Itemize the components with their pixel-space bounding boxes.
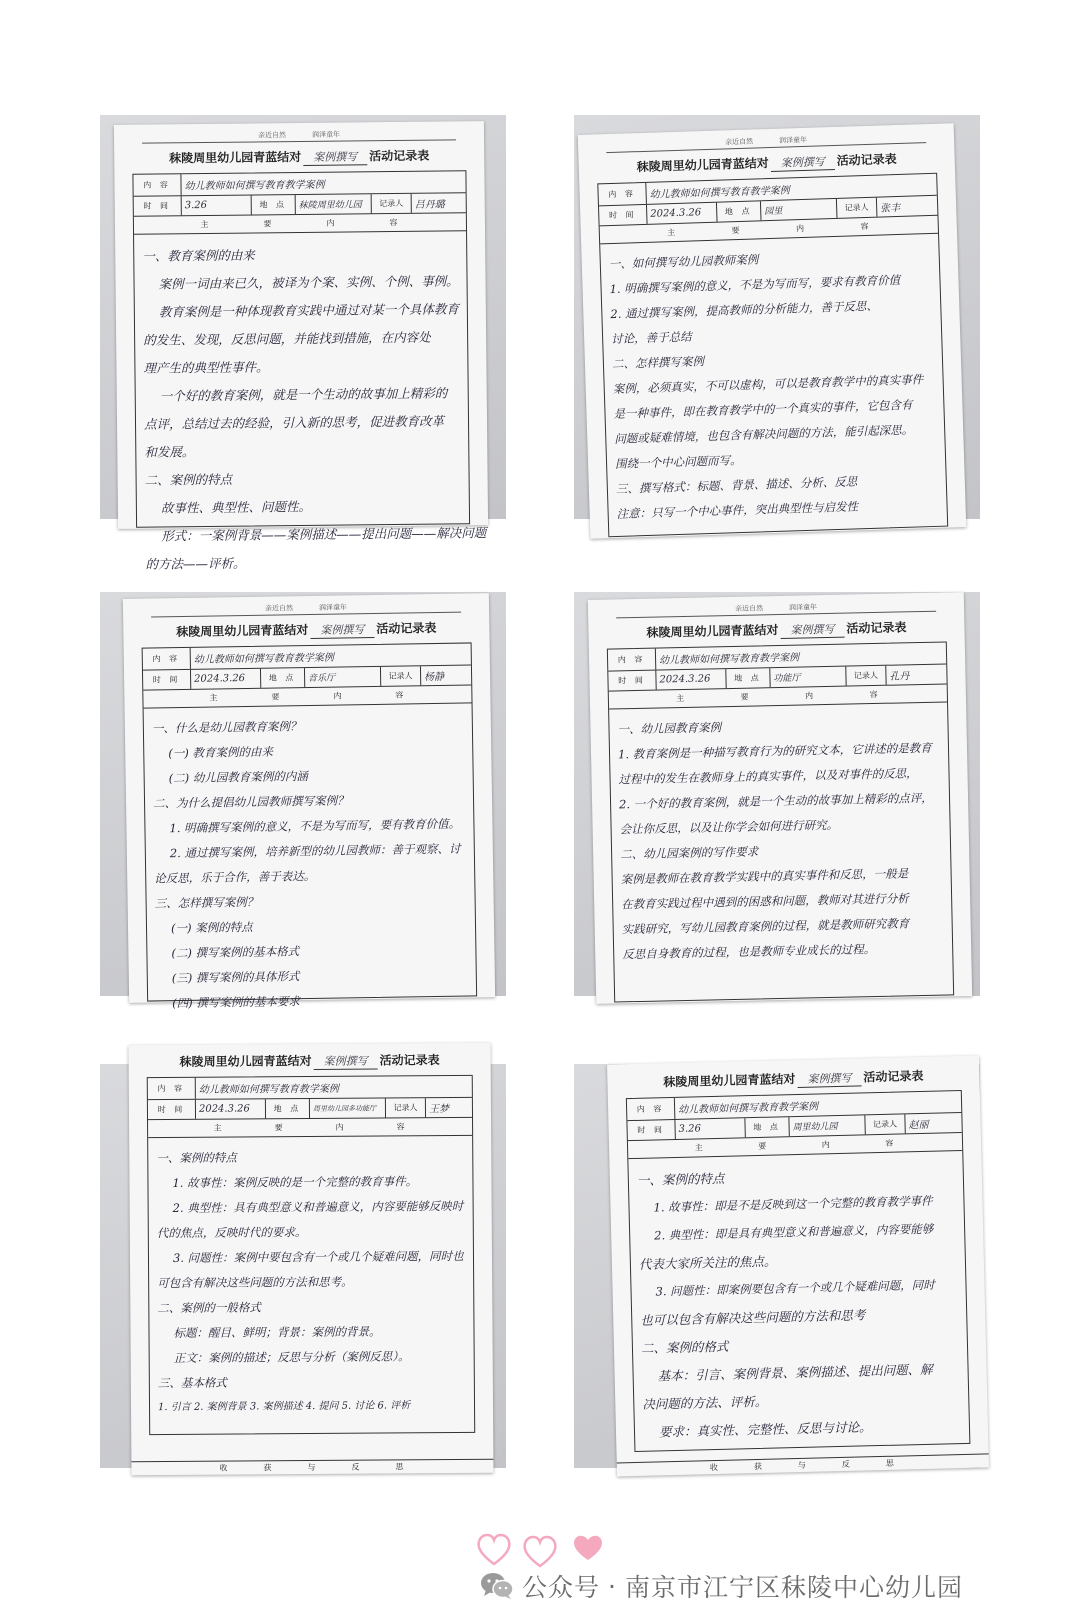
brand-prefix: 公众号 xyxy=(522,1573,601,1602)
handwritten-notes: 一、案例的特点 1. 故事性：案例反映的是一个完整的教育事件。 2. 典型性：具有典型意义和普遍意义，内容要能够反映时 代的焦点，反映时代的要求。 3. 问题性：案例中要包含有一个或几个疑难问题，同时也 可包含有解决这些问题的方法和思考。 二、案例的一般格式 标题：醒目、鲜明；背景：案例的背景。 正文：案例的描述；反思与分析（案例反思）。 三、基本格式 1. 引言 2. 案例背景 3. 案例描述 4. 提问 5. 讨论 6. 评析 xyxy=(156,1150,464,1414)
main-content-header: 主 要 内 容 xyxy=(148,1118,472,1138)
topic-handwriting: 案例撰写 xyxy=(780,621,844,639)
record-photo-4 xyxy=(574,592,980,996)
main-content-header: 主 要 内 容 xyxy=(609,684,947,709)
record-sheet xyxy=(129,1043,494,1476)
harvest-reflection-header: 收 获 与 反 思 xyxy=(617,1453,989,1476)
time-value: 3.26 xyxy=(675,1118,745,1139)
time-value: 3.26 xyxy=(182,196,252,216)
handwritten-notes: 一、什么是幼儿园教育案例？ (一) 教育案例的由来 (二) 幼儿园教育案例的内涵 二、为什么提倡幼儿园教师撰写案例？ 1. 明确撰写案例的意义，不是为写而写，要有教育价值。 2. 通过撰写案例，培养新型的幼儿园教师：善于观察、讨 论反思，乐于合作，善于表达。 三、怎样撰写案例？ (一) 案例的特点 (二) 撰写案例的基本格式 (三) 撰写案例的具体形式 (四) 撰写案例的基本要求 xyxy=(151,719,461,1011)
record-photo-1 xyxy=(100,115,506,572)
content-value: 幼儿教师如何撰写教育教学案例 xyxy=(198,1083,339,1096)
harvest-reflection-header: 收 获 与 反 思 xyxy=(131,1459,493,1476)
place-value: 功能厅 xyxy=(770,667,846,688)
record-sheet xyxy=(607,1056,989,1477)
form-table: 内 容 幼儿教师如何撰写教育教学案例 时 间 2024.3.26 地 点 音乐厅 记录人 杨静 主 要 内 容 一、什么是幼儿园教育案例？ (一) 教育案例的由来 (二) 幼儿园教育案例的内涵 二、为什么提倡幼儿园教师撰写案例？ 1. 明确撰写案例的意义，不是为写而写，要有教育价值。 2. 通过撰写案例，培养新型的幼儿园教师：善于观察、讨 论反思，乐于合作，善于表达。 三、怎样撰写案例？ (一) 案例的特点 (二) 撰写案例的基本格式 (三) 撰写案例的具体形式 (四) 撰写案例的基本要求 xyxy=(142,642,478,1001)
topic-handwriting: 案例撰写 xyxy=(314,1053,378,1070)
place-value: 园里 xyxy=(761,199,838,220)
record-sheet xyxy=(114,121,488,572)
main-content-header: 主 要 内 容 xyxy=(143,685,471,708)
place-value: 周里幼儿园多功能厅 xyxy=(310,1098,386,1118)
sheet-title: 秣陵周里幼儿园青蓝结对 案例撰写 活动记录表 xyxy=(636,152,897,175)
record-sheet xyxy=(588,592,972,1004)
topic-handwriting: 案例撰写 xyxy=(770,153,835,172)
handwritten-notes: 一、案例的特点 1. 故事性：即是不是反映到这一个完整的教育教学事件 2. 典型性：即是具有典型意义和普遍意义，内容要能够 代表大家所关注的焦点。 3. 问题性：即案例要包含有一个或几个疑难问题，同时 也可以包含有解决这些问题的方法和思考 二、案例的格式 基本：引言、案例背景、案例描述、提出问题、解 决问题的方法、评析。 要求：真实性、完整性、反思与讨论。 xyxy=(636,1170,935,1440)
wechat-account-watermark xyxy=(480,1564,963,1608)
form-table: 内 容 幼儿教师如何撰写教育教学案例 时 间 2024.3.26 地 点 功能厅 记录人 孔丹 主 要 内 容 一、幼儿园教育案例 1. 教育案例是一种描写教育行为的研究文本，它讲述的是教育 过程中的发生在教师身上的真实事件，以及对事件的反思， 2. 一个好的教育案例，就是一个生动的故事加上精彩的点评， 会让你反思，以及让你学会如何进行研究。 二、幼儿园案例的写作要求 案例是教师在教育教学实践中的真实事件和反思，一般是 在教育实践过程中遇到的困惑和问题，教师对其进行分析 实践研究，写幼儿园教育案例的过程，就是教师研究教育 反思自身教育的过程，也是教师专业成长的过程。 xyxy=(607,641,954,1002)
record-photo-2 xyxy=(574,115,980,519)
sheet-title: 秣陵周里幼儿园青蓝结对 案例撰写 活动记录表 xyxy=(176,620,437,640)
topic-handwriting: 案例撰写 xyxy=(797,1069,861,1088)
form-table: 内 容 幼儿教师如何撰写教育教学案例 时 间 3.26 地 点 周里幼儿园 记录人 赵丽 主 要 内 容 一、案例的特点 1. 故事性：即是不是反映到这一个完整的教育教学事件 2. 典型性：即是具有典型意义和普遍意义，内容要能够 代表大家所关注的焦点。 3. 问题性：即案例要包含有一个或几个疑难问题，同时 也可以包含有解决这些问题的方法和思考 二、案例的格式 基本：引言、案例背景、案例描述、提出问题、解 决问题的方法、评析。 要求：真实性、完整性、反思与讨论。 xyxy=(626,1090,971,1452)
main-content-header: 主 要 内 容 xyxy=(600,216,938,245)
content-value: 幼儿教师如何撰写教育教学案例 xyxy=(184,179,325,193)
sheet-slogan: 亲近自然 润泽童年 xyxy=(724,135,808,147)
record-photo-6 xyxy=(574,1064,980,1473)
topic-handwriting: 案例撰写 xyxy=(303,148,367,166)
recorder-value: 张丰 xyxy=(880,202,901,215)
time-value: 2024.3.26 xyxy=(191,669,261,689)
recorder-value: 杨静 xyxy=(424,671,445,684)
sheet-slogan: 亲近自然 润泽童年 xyxy=(734,603,818,613)
brand-name: 南京市江宁区秣陵中心幼儿园 xyxy=(624,1573,963,1602)
sheet-slogan: 亲近自然 润泽童年 xyxy=(257,130,341,140)
main-content-header: 主 要 内 容 xyxy=(134,213,466,234)
heart-outline-icon xyxy=(525,1537,556,1566)
content-value: 幼儿教师如何撰写教育教学案例 xyxy=(649,185,790,201)
place-value: 音乐厅 xyxy=(305,667,381,687)
time-value: 2024.3.26 xyxy=(647,203,718,224)
content-value: 幼儿教师如何撰写教育教学案例 xyxy=(658,652,800,667)
heart-outline-icon xyxy=(479,1535,510,1564)
time-value: 2024.3.26 xyxy=(656,669,726,689)
handwritten-notes: 一、如何撰写幼儿园教师案例 1. 明确撰写案例的意义，不是为写而写，要求有教育价值 2. 通过撰写案例，提高教师的分析能力，善于反思、 讨论，善于总结 二、怎样撰写案例 案例，必须真实，不可以虚构，可以是教育教学中的真实事件 是一种事件，即在教育教学中的一个真实的事件，它包含有 问题或疑难情境，也包含有解决问题的方法，能引起深思。 围绕一个中心问题而写。 三、撰写格式：标题、背景、描述、分析、反思 注意：只写一个中心事件，突出典型性与启发性 xyxy=(608,252,924,521)
handwritten-notes: 一、教育案例的由来 案例一词由来已久，被译为个案、实例、个例、事例。 教育案例是一种体现教育实践中通过对某一个具体教育 的发生、发现，反思问题，并能找到措施，在内容处 理产生的典型性事件。 一个好的教育案例，就是一个生动的故事加上精彩的 点评，总结过去的经验，引入新的思考，促进教育改革 和发展。 二、案例的特点 故事性、典型性、问题性。 形式：一案例背景——案例描述——提出问题——解决问题 的方法——评析。 xyxy=(142,247,487,572)
content-value: 幼儿教师如何撰写教育教学案例 xyxy=(678,1101,819,1116)
recorder-value: 吕丹璐 xyxy=(414,199,445,211)
record-photo-5 xyxy=(100,1053,506,1473)
handwritten-notes: 一、幼儿园教育案例 1. 教育案例是一种描写教育行为的研究文本，它讲述的是教育 过程中的发生在教师身上的真实事件，以及对事件的反思， 2. 一个好的教育案例，就是一个生动的故事加上精彩的点评， 会让你反思，以及让你学会如何进行研究。 二、幼儿园案例的写作要求 案例是教师在教育教学实践中的真实事件和反思，一般是 在教育实践过程中遇到的困惑和问题，教师对其进行分析 实践研究，写幼儿园教育案例的过程，就是教师研究教育 反思自身教育的过程，也是教师专业成长的过程。 xyxy=(617,720,933,962)
record-sheet xyxy=(578,123,967,539)
heart-filled-icon xyxy=(574,1536,602,1560)
recorder-value: 孔丹 xyxy=(889,671,910,683)
sheet-slogan: 亲近自然 润泽童年 xyxy=(264,603,348,613)
place-value: 秣陵周里幼儿园 xyxy=(296,194,372,214)
sheet-title: 秣陵周里幼儿园青蓝结对 案例撰写 活动记录表 xyxy=(179,1053,440,1069)
wechat-icon xyxy=(480,1571,514,1601)
topic-handwriting: 案例撰写 xyxy=(310,621,374,639)
content-value: 幼儿教师如何撰写教育教学案例 xyxy=(193,652,334,666)
record-photo-3 xyxy=(100,592,506,1011)
recorder-value: 王梦 xyxy=(428,1104,449,1116)
form-table: 内 容 幼儿教师如何撰写教育教学案例 时 间 2024.3.26 地 点 周里幼儿园多功能厅 记录人 王梦 主 要 内 容 一、案例的特点 1. 故事性：案例反映的是一个完整的教育事件。 2. 典型性：具有典型意义和普遍意义，内容要能够反映时 代的焦点，反映时代的要求。 3. 问题性：案例中要包含有一个或几个疑难问题，同时也 可包含有解决这些问题的方法和思考。 二、案例的一般格式 标题：醒目、鲜明；背景：案例的背景。 正文：案例的描述；反思与分析（案例反思）。 三、基本格式 1. 引言 2. 案例背景 3. 案例描述 4. 提问 5. 讨论 6. 评析 xyxy=(147,1075,475,1435)
recorder-value: 赵丽 xyxy=(908,1119,929,1132)
time-value: 2024.3.26 xyxy=(196,1099,266,1118)
sheet-title: 秣陵周里幼儿园青蓝结对 案例撰写 活动记录表 xyxy=(169,148,430,166)
main-content-header: 主 要 内 容 xyxy=(628,1133,962,1159)
sheet-title: 秣陵周里幼儿园青蓝结对 案例撰写 活动记录表 xyxy=(663,1068,924,1090)
form-table: 内 容 幼儿教师如何撰写教育教学案例 时 间 2024.3.26 地 点 园里 记录人 张丰 主 要 内 容 一、如何撰写幼儿园教师案例 1. 明确撰写案例的意义，不是为写而写，要求有教育价值 2. 通过撰写案例，提高教师的分析能力，善于反思、 讨论，善于总结 二、怎样撰写案例 案例，必须真实，不可以虚构，可以是教育教学中的真实事件 是一种事件，即在教育教学中的一个真实的事件，它包含有 问题或疑难情境，也包含有解决问题的方法，能引起深思。 围绕一个中心问题而写。 三、撰写格式：标题、背景、描述、分析、反思 注意：只写一个中心事件，突出典型性与启发性 xyxy=(597,173,948,538)
brand-separator: · xyxy=(608,1571,617,1601)
form-table: 内 容 幼儿教师如何撰写教育教学案例 时 间 3.26 地 点 秣陵周里幼儿园 记录人 吕丹璐 主 要 内 容 一、教育案例的由来 案例一词由来已久，被译为个案、实例、个例、事例。 教育案例是一种体现教育实践中通过对某一个具体教育 的发生、发现，反思问题，并能找到措施，在内容处 理产生的典型性事件。 一个好的教育案例，就是一个生动的故事加上精彩的 点评，总结过去的经验，引入新的思考，促进教育改革 和发展。 二、案例的特点 故事性、典型性、问题性。 形式：一案例背景——案例描述——提出问题——解决问题 的方法——评析。 xyxy=(132,170,470,527)
record-sheet xyxy=(123,593,495,1011)
place-value: 周里幼儿园 xyxy=(789,1115,865,1136)
sheet-title: 秣陵周里幼儿园青蓝结对 案例撰写 活动记录表 xyxy=(646,620,907,640)
